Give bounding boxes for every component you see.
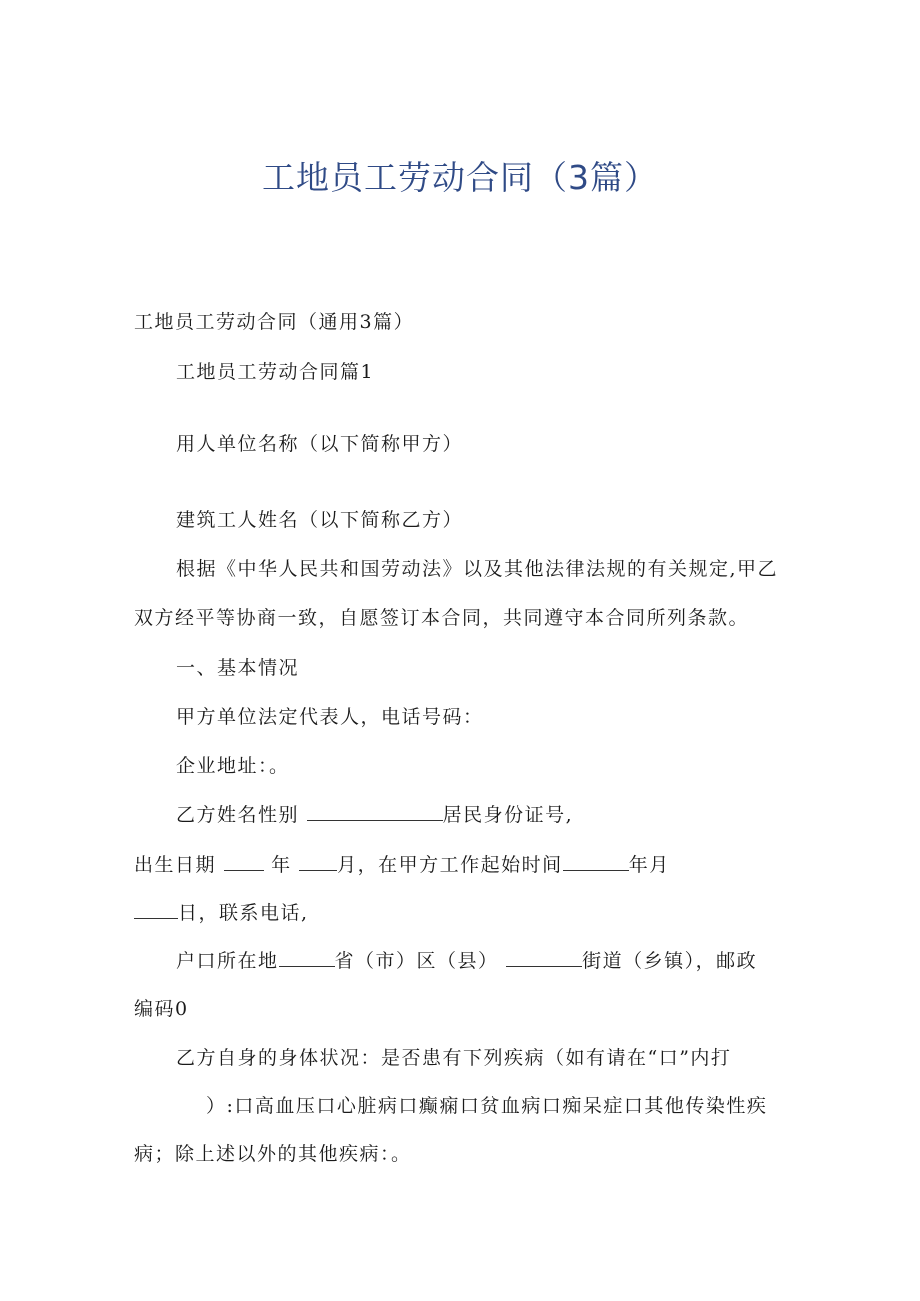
start-year-blank[interactable] bbox=[563, 852, 629, 871]
hukou-line bbox=[176, 948, 757, 973]
intro-line-2: 双方经平等协商一致，自愿签订本合同，共同遵守本合同所列条款。 bbox=[134, 607, 750, 629]
day-phone-label: 日，联系电话, bbox=[178, 902, 309, 924]
legal-representative-line: 甲方单位法定代表人，电话号码： bbox=[176, 706, 484, 728]
name-gender-label: 乙方姓名性别 bbox=[176, 804, 300, 826]
birth-month-blank[interactable] bbox=[299, 852, 337, 871]
street-label: 街道（乡镇），邮政 bbox=[582, 950, 758, 972]
document-subtitle: 工地员工劳动合同（通用3篇） bbox=[134, 311, 415, 333]
street-blank[interactable] bbox=[506, 948, 582, 967]
name-gender-line bbox=[176, 802, 573, 827]
year-label: 年 bbox=[271, 854, 292, 876]
health-line-1: 乙方自身的身体状况：是否患有下列疾病（如有请在“口”内打 bbox=[176, 1047, 732, 1069]
year-month-label: 年月 bbox=[628, 854, 670, 876]
enterprise-address-line: 企业地址：。 bbox=[176, 755, 290, 777]
id-number-label: 居民身份证号, bbox=[442, 804, 574, 826]
intro-line-1: 根据《中华人民共和国劳动法》以及其他法律法规的有关规定,甲乙 bbox=[176, 558, 779, 580]
birth-year-blank[interactable] bbox=[224, 852, 264, 871]
hukou-label: 户口所在地 bbox=[176, 950, 279, 972]
day-phone-line bbox=[134, 900, 309, 925]
name-gender-blank[interactable] bbox=[307, 802, 443, 821]
section-heading: 工地员工劳动合同篇1 bbox=[176, 361, 375, 383]
start-day-blank[interactable] bbox=[134, 900, 178, 919]
basic-info-heading: 一、基本情况 bbox=[176, 657, 300, 679]
health-line-3: 病；除上述以外的其他疾病：。 bbox=[134, 1143, 412, 1165]
birth-date-label: 出生日期 bbox=[134, 854, 217, 876]
health-line-2: ）:口高血压口心脏病口癫痫口贫血病口痴呆症口其他传染性疾 bbox=[206, 1095, 768, 1117]
province-label: 省（市）区（县） bbox=[334, 950, 499, 972]
postcode-line: 编码0 bbox=[134, 998, 189, 1020]
birth-date-line bbox=[134, 852, 670, 877]
worker-label: 建筑工人姓名（以下简称乙方） bbox=[176, 509, 464, 531]
employer-label: 用人单位名称（以下简称甲方） bbox=[176, 433, 464, 455]
document-title: 工地员工劳动合同（3篇） bbox=[262, 158, 658, 197]
start-time-label: 月，在甲方工作起始时间 bbox=[337, 854, 563, 876]
province-blank[interactable] bbox=[279, 948, 335, 967]
